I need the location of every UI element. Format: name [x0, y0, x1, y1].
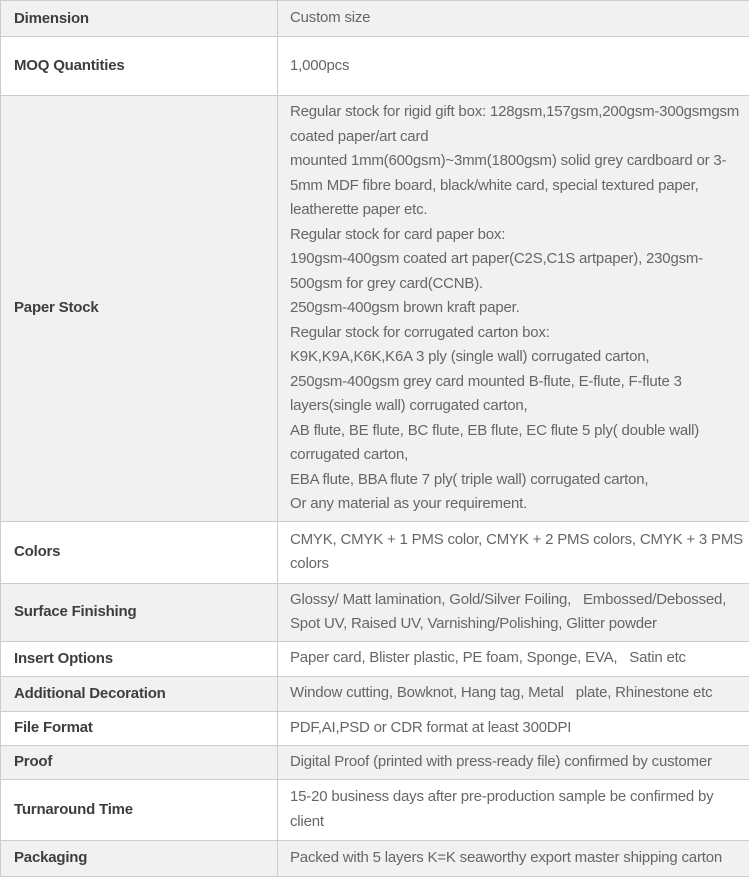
spec-label: Additional Decoration: [1, 676, 278, 711]
spec-value: Window cutting, Bowknot, Hang tag, Metal plate, Rhinestone etc: [278, 676, 749, 711]
spec-value: Digital Proof (printed with press-ready file) confirmed by customer: [278, 745, 749, 779]
spec-label: Insert Options: [1, 641, 278, 676]
row-dimension: [1, 1, 749, 37]
spec-label: Colors: [1, 521, 278, 583]
spec-label: Dimension: [1, 1, 278, 37]
row-paper-stock: [1, 96, 749, 522]
spec-value: Custom size: [278, 1, 749, 37]
spec-value: Regular stock for rigid gift box: 128gsm,157gsm,200gsm-300gsmgsm coated paper/art card mounted 1mm(600gsm)~3mm(1800gsm) solid grey cardboard or 3-5mm MDF fibre board, black/white card, special textured paper, leatherette paper etc. Regular stock for card paper box: 190gsm-400gsm coated art paper(C2S,C1S artpaper), 230gsm-500gsm for grey card(CCNB). 250gsm-400gsm brown kraft paper. Regular stock for corrugated carton box: K9K,K9A,K6K,K6A 3 ply (single wall) corrugated carton, 250gsm-400gsm grey card mounted B-flute, E-flute, F-flute 3 layers(single wall) corrugated carton, AB flute, BE flute, BC flute, EB flute, EC flute 5 ply( double wall) corrugated carton, EBA flute, BBA flute 7 ply( triple wall) corrugated carton, Or any material as your requirement.: [278, 96, 749, 522]
row-colors: [1, 521, 749, 583]
spec-value: Glossy/ Matt lamination, Gold/Silver Foiling, Embossed/Debossed, Spot UV, Raised UV, Varnishing/Polishing, Glitter powder: [278, 583, 749, 641]
row-insert-options: [1, 641, 749, 676]
spec-value: CMYK, CMYK + 1 PMS color, CMYK + 2 PMS colors, CMYK + 3 PMS colors: [278, 521, 749, 583]
spec-label: Packaging: [1, 840, 278, 876]
spec-value: Packed with 5 layers K=K seaworthy export master shipping carton: [278, 840, 749, 876]
row-surface-finishing: [1, 583, 749, 641]
spec-value: 15-20 business days after pre-production sample be confirmed by client: [278, 779, 749, 840]
row-moq-quantities: [1, 37, 749, 96]
spec-label: Surface Finishing: [1, 583, 278, 641]
spec-value: PDF,AI,PSD or CDR format at least 300DPI: [278, 711, 749, 745]
spec-label: Paper Stock: [1, 96, 278, 522]
row-packaging: [1, 840, 749, 876]
spec-value: 1,000pcs: [278, 37, 749, 96]
spec-label: Proof: [1, 745, 278, 779]
row-additional-decoration: [1, 676, 749, 711]
spec-label: MOQ Quantities: [1, 37, 278, 96]
row-proof: [1, 745, 749, 779]
row-file-format: [1, 711, 749, 745]
spec-label: Turnaround Time: [1, 779, 278, 840]
spec-value: Paper card, Blister plastic, PE foam, Sponge, EVA, Satin etc: [278, 641, 749, 676]
spec-label: File Format: [1, 711, 278, 745]
row-turnaround-time: [1, 779, 749, 840]
